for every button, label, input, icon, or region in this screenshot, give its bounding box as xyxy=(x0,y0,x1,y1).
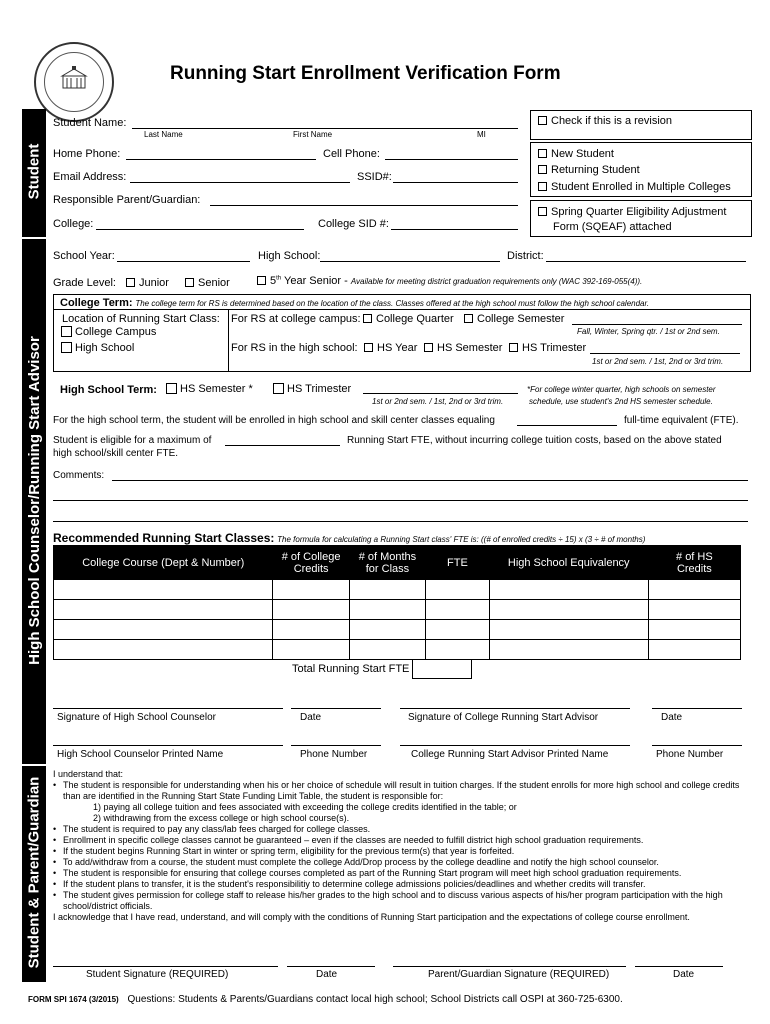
advisor-signature-label: Signature of College Running Start Advisor xyxy=(408,712,599,723)
college-field[interactable] xyxy=(96,229,304,230)
counselor-signature-label: Signature of High School Counselor xyxy=(57,712,216,723)
hs-trimester-checkbox[interactable] xyxy=(509,342,586,354)
district-field[interactable] xyxy=(546,261,746,262)
hs-year-label: HS Year xyxy=(377,342,418,354)
eligible-pre: Student is eligible for a maximum of xyxy=(53,435,212,446)
first-name-caption: First Name xyxy=(293,130,333,139)
college-semester-checkbox[interactable] xyxy=(464,313,564,325)
form-title: Running Start Enrollment Verification Form xyxy=(170,63,561,84)
hs-term-field[interactable] xyxy=(590,353,740,354)
college-quarter-check-icon[interactable] xyxy=(363,314,372,323)
list-item: • To add/withdraw from a course, the student must complete the college Add/Drop process by the college deadline and notify the high school counselor. xyxy=(53,857,745,868)
senior-check-icon[interactable] xyxy=(185,278,194,287)
revision-check-icon[interactable] xyxy=(538,116,547,125)
fte-suffix: full-time equivalent (FTE). xyxy=(624,415,739,426)
fte-formula: The formula for calculating a Running Start class' FTE is: ((# of enrolled credits ÷ 15) x (3 ÷ # of months) xyxy=(277,535,646,544)
hs-semester-star-label: HS Semester * xyxy=(180,383,253,395)
hs-semester-star-checkbox[interactable] xyxy=(166,383,253,395)
returning-label: Returning Student xyxy=(551,164,640,176)
recommended-header xyxy=(53,531,645,545)
college-campus-checkbox[interactable] xyxy=(61,326,156,338)
student-section-label: Student xyxy=(25,143,43,200)
hs-year-checkbox[interactable] xyxy=(364,342,417,354)
guardian-section-bar xyxy=(22,766,46,982)
col-fte: FTE xyxy=(426,546,490,580)
high-school-check-icon[interactable] xyxy=(61,342,72,353)
hs-fte-field[interactable] xyxy=(517,425,617,426)
email-field[interactable] xyxy=(130,182,350,183)
high-school-field[interactable] xyxy=(320,261,500,262)
advisor-print-label: College Running Start Advisor Printed Name xyxy=(411,749,609,760)
hs-trimester-label: HS Trimester xyxy=(522,342,587,354)
col-hs-credits: # of HS Credits xyxy=(648,546,740,580)
table-row xyxy=(54,640,741,660)
recommended-label: Recommended Running Start Classes: xyxy=(53,531,275,545)
form-id: FORM SPI 1674 (3/2015) xyxy=(28,995,119,1004)
fifth-year-note: Available for meeting district graduation requirements only (WAC 392-169-055(4)). xyxy=(350,277,643,286)
student-signature-label: Student Signature (REQUIRED) xyxy=(86,969,229,980)
list-item: • If the student plans to transfer, it is the student's responsibilitiy to determine college admissions policies/deadlines and whether credits will transfer. xyxy=(53,879,745,890)
list-item: • The student gives permission for college staff to release his/her grades to the high school and to discuss various aspects of his/her program participation with the high school/district officials. xyxy=(53,890,745,912)
list-item: • If the student begins Running Start in winter or spring term, eligibility for the previous term(s) that year is forfeited. xyxy=(53,846,745,857)
list-item: • The student is responsible for understanding when his or her choice of schedule will result in tuition charges. If the student enrolls for more high school and college credits than are identified in the Running Start State Funding Limit Table, the student is responsible for: xyxy=(53,780,745,802)
new-student-label: New Student xyxy=(551,148,614,160)
sqeaf-checkbox[interactable] xyxy=(538,206,726,218)
returning-check-icon[interactable] xyxy=(538,165,547,174)
table-row xyxy=(54,580,741,600)
student-date-line[interactable] xyxy=(287,966,375,967)
understand-intro: I understand that: xyxy=(53,769,124,779)
grade-level-label: Grade Level: xyxy=(53,277,116,289)
college-campus-check-icon[interactable] xyxy=(61,326,72,337)
counselor-phone-line[interactable] xyxy=(291,745,381,746)
college-label: College: xyxy=(53,218,94,230)
comments-label: Comments: xyxy=(53,470,105,481)
cell-phone-label: Cell Phone: xyxy=(323,148,380,160)
col-equiv: High School Equivalency xyxy=(489,546,648,580)
counselor-date-line[interactable] xyxy=(291,708,381,709)
winter-note-1: *For college winter quarter, high schools on semester xyxy=(527,385,716,394)
school-year-field[interactable] xyxy=(117,261,250,262)
sqeaf-label-1: Spring Quarter Eligibility Adjustment xyxy=(551,206,727,218)
college-sid-label: College SID #: xyxy=(318,218,389,230)
fifth-year-sup: th xyxy=(276,275,282,282)
list-item: • Enrollment in specific college classes cannot be guaranteed – even if the classes are needed to fulfill district high school graduation requirements. xyxy=(53,835,745,846)
student-name-field[interactable] xyxy=(132,128,518,129)
location-divider xyxy=(228,309,229,372)
college-term-note: The college term for RS is determined based on the location of the class. Classes offered at the high school must follow the high school calendar. xyxy=(135,299,650,308)
hs-term-value-field[interactable] xyxy=(363,393,518,394)
student-name-label: Student Name: xyxy=(53,117,127,129)
hs-trimester2-checkbox[interactable] xyxy=(273,383,351,395)
advisor-date-label: Date xyxy=(661,712,683,723)
seal-building-icon xyxy=(60,66,88,90)
classes-table xyxy=(53,545,741,660)
semester-hint: Fall, Winter, Spring qtr. / 1st or 2nd sem. xyxy=(577,327,720,336)
counselor-section-label: High School Counselor/Running Start Advisor xyxy=(26,336,43,665)
ssid-label: SSID#: xyxy=(357,171,392,183)
sqeaf-label-2: Form (SQEAF) attached xyxy=(553,221,672,233)
advisor-print-line[interactable] xyxy=(400,745,630,746)
comments-line-1[interactable] xyxy=(112,480,748,481)
guardian-field[interactable] xyxy=(210,205,518,206)
high-school-label: High School: xyxy=(258,250,321,262)
col-months: # of Months for Class xyxy=(349,546,425,580)
list-item: 2) withdrawing from the excess college or high school course(s). xyxy=(93,813,350,823)
fifth-year-label: Year Senior - xyxy=(284,275,351,287)
fifth-year-number: 5 xyxy=(270,275,277,287)
senior-checkbox[interactable] xyxy=(185,277,230,289)
eligible-line-2: high school/skill center FTE. xyxy=(53,448,179,459)
counselor-print-label: High School Counselor Printed Name xyxy=(57,749,224,760)
understanding-block xyxy=(53,769,745,923)
new-student-check-icon[interactable] xyxy=(538,149,547,158)
parent-signature-label: Parent/Guardian Signature (REQUIRED) xyxy=(428,969,610,980)
college-semester-check-icon[interactable] xyxy=(464,314,473,323)
ssid-field[interactable] xyxy=(393,182,518,183)
acknowledgement: I acknowledge that I have read, understand, and will comply with the conditions of Running Start participation and the expectations of college course enrollment. xyxy=(53,912,690,922)
parent-date-label: Date xyxy=(673,969,695,980)
junior-check-icon[interactable] xyxy=(126,278,135,287)
table-row xyxy=(54,620,741,640)
college-campus-label: College Campus xyxy=(75,326,157,338)
fifth-year-checkbox[interactable] xyxy=(257,275,642,287)
college-term-field[interactable] xyxy=(572,324,742,325)
hs-trimester2-label: HS Trimester xyxy=(287,383,352,395)
district-label: District: xyxy=(507,250,544,262)
list-item: 1) paying all college tuition and fees associated with exceeding the college credits identified in the table; or xyxy=(93,802,517,812)
college-quarter-label: College Quarter xyxy=(376,313,454,325)
cell-phone-field[interactable] xyxy=(385,159,518,160)
hs-term-statement: For the high school term, the student will be enrolled in high school and skill center classes equaling xyxy=(53,415,495,426)
counselor-signature-line[interactable] xyxy=(53,708,283,709)
sqeaf-check-icon[interactable] xyxy=(538,207,547,216)
new-student-checkbox[interactable] xyxy=(538,148,614,160)
multiple-label: Student Enrolled in Multiple Colleges xyxy=(551,181,731,193)
home-phone-label: Home Phone: xyxy=(53,148,121,160)
college-term-divider xyxy=(53,309,751,310)
revision-checkbox[interactable] xyxy=(538,115,672,127)
counselor-date-label: Date xyxy=(300,712,322,723)
eligible-post: Running Start FTE, without incurring college tuition costs, based on the above stated xyxy=(347,435,722,446)
hs-term-hint: 1st or 2nd sem. / 1st, 2nd or 3rd trim. xyxy=(372,397,504,406)
junior-checkbox[interactable] xyxy=(126,277,169,289)
trimester-hint: 1st or 2nd sem. / 1st, 2nd or 3rd trim. xyxy=(592,357,724,366)
multiple-colleges-checkbox[interactable] xyxy=(538,181,731,193)
college-quarter-checkbox[interactable] xyxy=(363,313,454,325)
comments-line-2[interactable] xyxy=(53,500,748,501)
hs-semester-label: HS Semester xyxy=(437,342,503,354)
total-fte-label: Total Running Start FTE xyxy=(292,663,410,675)
comments-line-3[interactable] xyxy=(53,521,748,522)
hs-trimester-check-icon[interactable] xyxy=(509,343,518,352)
advisor-phone-label: Phone Number xyxy=(656,749,724,760)
counselor-print-line[interactable] xyxy=(53,745,283,746)
hs-semester-check-icon[interactable] xyxy=(424,343,433,352)
student-section-bar xyxy=(22,109,46,237)
hs-term-label: High School Term: xyxy=(60,384,157,396)
col-credits: # of College Credits xyxy=(273,546,349,580)
eligible-fte-field[interactable] xyxy=(225,445,340,446)
fifth-year-check-icon[interactable] xyxy=(257,276,266,285)
school-year-label: School Year: xyxy=(53,250,115,262)
college-semester-label: College Semester xyxy=(477,313,565,325)
revision-label: Check if this is a revision xyxy=(551,115,673,127)
hs-trimester2-check-icon[interactable] xyxy=(273,383,284,394)
college-sid-field[interactable] xyxy=(391,229,518,230)
home-phone-field[interactable] xyxy=(126,159,316,160)
list-item: • The student is required to pay any class/lab fees charged for college classes. xyxy=(53,824,745,835)
parent-date-line[interactable] xyxy=(635,966,723,967)
footer xyxy=(28,994,623,1005)
table-row xyxy=(54,600,741,620)
hs-semester-star-check-icon[interactable] xyxy=(166,383,177,394)
college-term-title xyxy=(60,297,649,309)
hs-year-check-icon[interactable] xyxy=(364,343,373,352)
advisor-phone-line[interactable] xyxy=(652,745,742,746)
total-fte-cell[interactable] xyxy=(412,659,472,679)
high-school-checkbox[interactable] xyxy=(61,342,134,354)
counselor-phone-label: Phone Number xyxy=(300,749,368,760)
student-signature-line[interactable] xyxy=(53,966,278,967)
understanding-list xyxy=(53,780,745,912)
location-label: Location of Running Start Class: xyxy=(62,313,220,325)
guardian-section-label: Student & Parent/Guardian xyxy=(25,776,43,969)
rs-hs-label: For RS in the high school: xyxy=(231,342,358,354)
college-term-label: College Term: xyxy=(60,297,133,309)
hs-semester-checkbox[interactable] xyxy=(424,342,502,354)
last-name-caption: Last Name xyxy=(144,130,183,139)
student-date-label: Date xyxy=(316,969,338,980)
counselor-section-bar xyxy=(22,239,46,764)
rs-campus-label: For RS at college campus: xyxy=(231,313,361,325)
list-item: • The student is responsible for ensuring that college courses completed as part of the Running Start program will meet high school graduation requirements. xyxy=(53,868,745,879)
guardian-label: Responsible Parent/Guardian: xyxy=(53,194,201,206)
mi-caption: MI xyxy=(477,130,486,139)
winter-note-2: schedule, use student's 2nd HS semester schedule. xyxy=(529,397,713,406)
email-label: Email Address: xyxy=(53,171,127,183)
parent-signature-line[interactable] xyxy=(393,966,626,967)
advisor-signature-line[interactable] xyxy=(400,708,630,709)
multiple-check-icon[interactable] xyxy=(538,182,547,191)
junior-label: Junior xyxy=(139,277,169,289)
senior-label: Senior xyxy=(198,277,230,289)
high-school-opt-label: High School xyxy=(75,342,135,354)
advisor-date-line[interactable] xyxy=(652,708,742,709)
questions-text: Questions: Students & Parents/Guardians contact local high school; School Districts call OSPI at 360-725-6300. xyxy=(127,994,623,1005)
col-course: College Course (Dept & Number) xyxy=(54,546,273,580)
returning-checkbox[interactable] xyxy=(538,164,640,176)
